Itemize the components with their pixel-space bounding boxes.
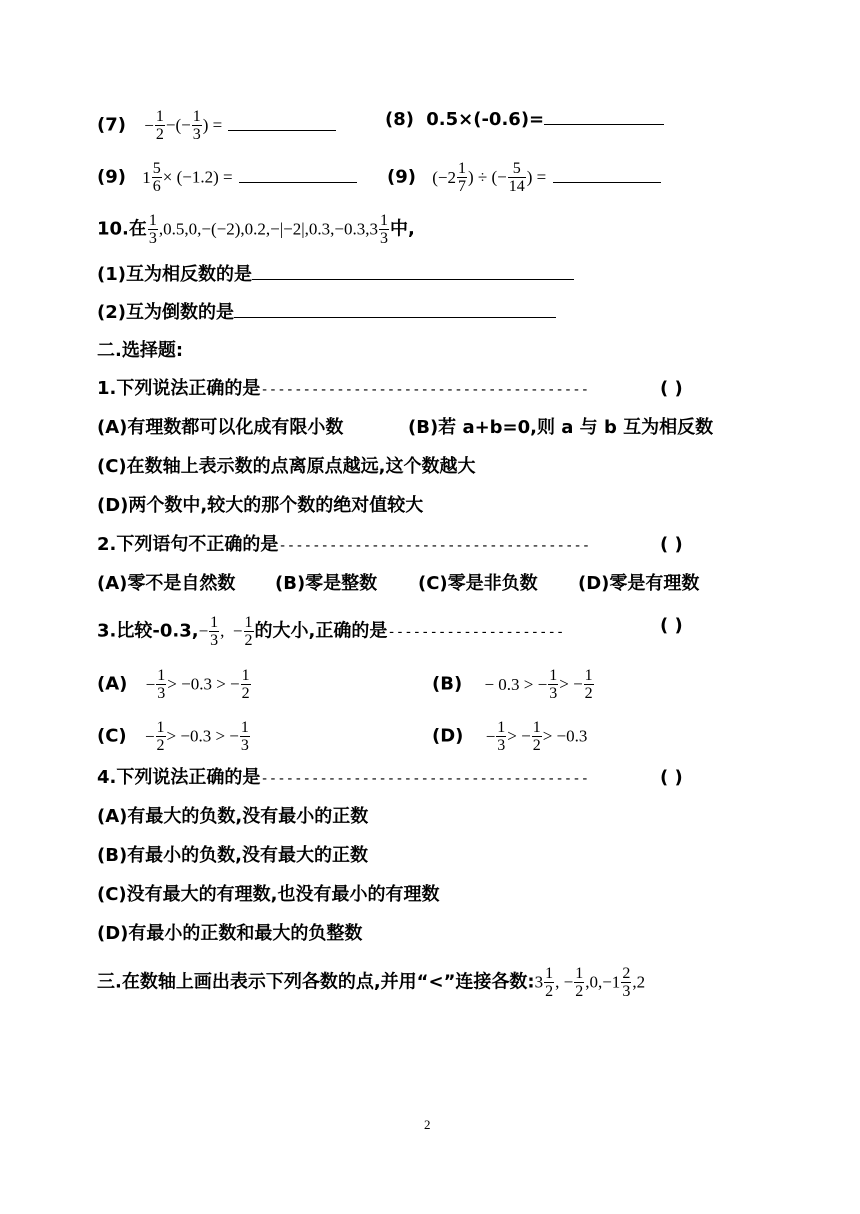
answer-blank-10-1[interactable] [252,265,574,280]
page-number: 2 [424,1117,431,1132]
answer-blank-9a[interactable] [239,168,357,183]
question-8-label: (8) [385,109,414,130]
answer-blank-10-2[interactable] [234,303,556,318]
answer-blank-7[interactable] [228,116,336,131]
choice-3-option-c: (C) − $\frac{1}{2}$ > −0.3 > − $\frac{1}{3}$ [97,719,249,754]
choice-3-dashes: --------------------- [387,624,565,641]
question-9a-label: (9) [97,166,126,188]
question-7: (7) − $\frac{1}{2}$ −(− $\frac{1}{3}$ ) = [97,108,336,143]
choice-3-option-b: (B) − 0.3 > − $\frac{1}{3}$ > − $\frac{1}{2}$ [432,667,593,702]
choice-4-option-d: (D)有最小的正数和最大的负整数 [97,923,363,944]
choice-3-stem: 3.比较-0.3,− $\frac{1}{3}$ , − $\frac{1}{2}$ 的大小,正确的是--------------------- [97,614,565,649]
choice-4-option-c: (C)没有最大的有理数,也没有最小的有理数 [97,884,440,905]
question-9a: (9) 1 $\frac{5}{6}$ × (−1.2) = [97,160,357,195]
question-10-label: 10.在 [97,218,147,240]
choice-4-paren[interactable]: ( ) [660,767,683,788]
question-10-2 [97,301,556,325]
question-10: 10.在 $\frac{1}{3}$ ,0.5,0,−(−2),0.2,−|−2|,0.3,−0.3,3 $\frac{1}{3}$ 中, [97,212,415,247]
choice-2-stem-text: 2.下列语句不正确的是 [97,534,279,555]
question-10-suffix: 中, [389,218,415,240]
question-7-label: (7) [97,114,126,136]
choice-2-option-a: (A)零不是自然数 [97,573,236,594]
question-10-1 [97,263,574,287]
choice-4-stem [97,766,589,791]
choice-4-option-b: (B)有最小的负数,没有最大的正数 [97,845,369,866]
choice-3-stem-suffix: 的大小,正确的是 [254,620,388,642]
choice-2-dashes: ------------------------------------- [278,538,591,554]
choice-2-paren[interactable]: ( ) [660,534,683,555]
choice-1-option-c: (C)在数轴上表示数的点离原点越远,这个数越大 [97,456,476,477]
question-10-1-label: (1)互为相反数的是 [97,264,252,285]
choice-2-option-c: (C)零是非负数 [418,573,538,594]
choice-1-stem-text: 1.下列说法正确的是 [97,378,261,399]
choice-1-dashes: --------------------------------------- [260,382,590,398]
choice-4-option-a: (A)有最大的负数,没有最小的正数 [97,806,369,827]
choice-2-option-b: (B)零是整数 [275,573,378,594]
choice-3-stem-prefix: 3.比较-0.3, [97,620,199,642]
choice-4-stem-text: 4.下列说法正确的是 [97,767,261,788]
question-10-2-label: (2)互为倒数的是 [97,302,234,323]
choice-1-option-a: (A)有理数都可以化成有限小数 [97,417,344,438]
choice-3-option-d: (D) − $\frac{1}{3}$ > − $\frac{1}{2}$ > −0.3 [432,719,588,754]
answer-blank-9b[interactable] [553,168,661,183]
choice-1-option-b: (B)若 a+b=0,则 a 与 b 互为相反数 [408,417,714,438]
section-2-title: 二.选择题: [97,340,184,361]
section-3: 三.在数轴上画出表示下列各数的点,并用“<”连接各数:3 $\frac{1}{2}$ , − $\frac{1}{2}$ ,0,−1 $\frac{2}{3}$ ,2 [97,965,646,1000]
choice-3-option-a: (A) − $\frac{1}{3}$ > −0.3 > − $\frac{1}{2}$ [97,667,250,702]
question-9b: (9) (−2 $\frac{1}{7}$ ) ÷ (− $\frac{5}{14}$ ) = [387,160,661,195]
choice-3-paren[interactable]: ( ) [660,615,683,636]
choice-2-stem [97,533,590,558]
answer-blank-8[interactable] [544,110,664,125]
choice-2-option-d: (D)零是有理数 [578,573,700,594]
choice-1-option-d: (D)两个数中,较大的那个数的绝对值较大 [97,495,424,516]
choice-3-option-d-label: (D) [432,725,464,747]
question-8 [385,108,664,132]
choice-3-option-b-label: (B) [432,673,463,695]
choice-3-option-a-label: (A) [97,673,128,695]
question-9b-label: (9) [387,166,416,188]
question-8-expression: 0.5×(-0.6)= [426,109,545,130]
choice-4-dashes: --------------------------------------- [260,771,590,787]
section-3-title: 三.在数轴上画出表示下列各数的点,并用“<”连接各数: [97,971,535,993]
choice-3-option-c-label: (C) [97,725,127,747]
choice-1-stem [97,377,589,402]
choice-1-paren[interactable]: ( ) [660,378,683,399]
